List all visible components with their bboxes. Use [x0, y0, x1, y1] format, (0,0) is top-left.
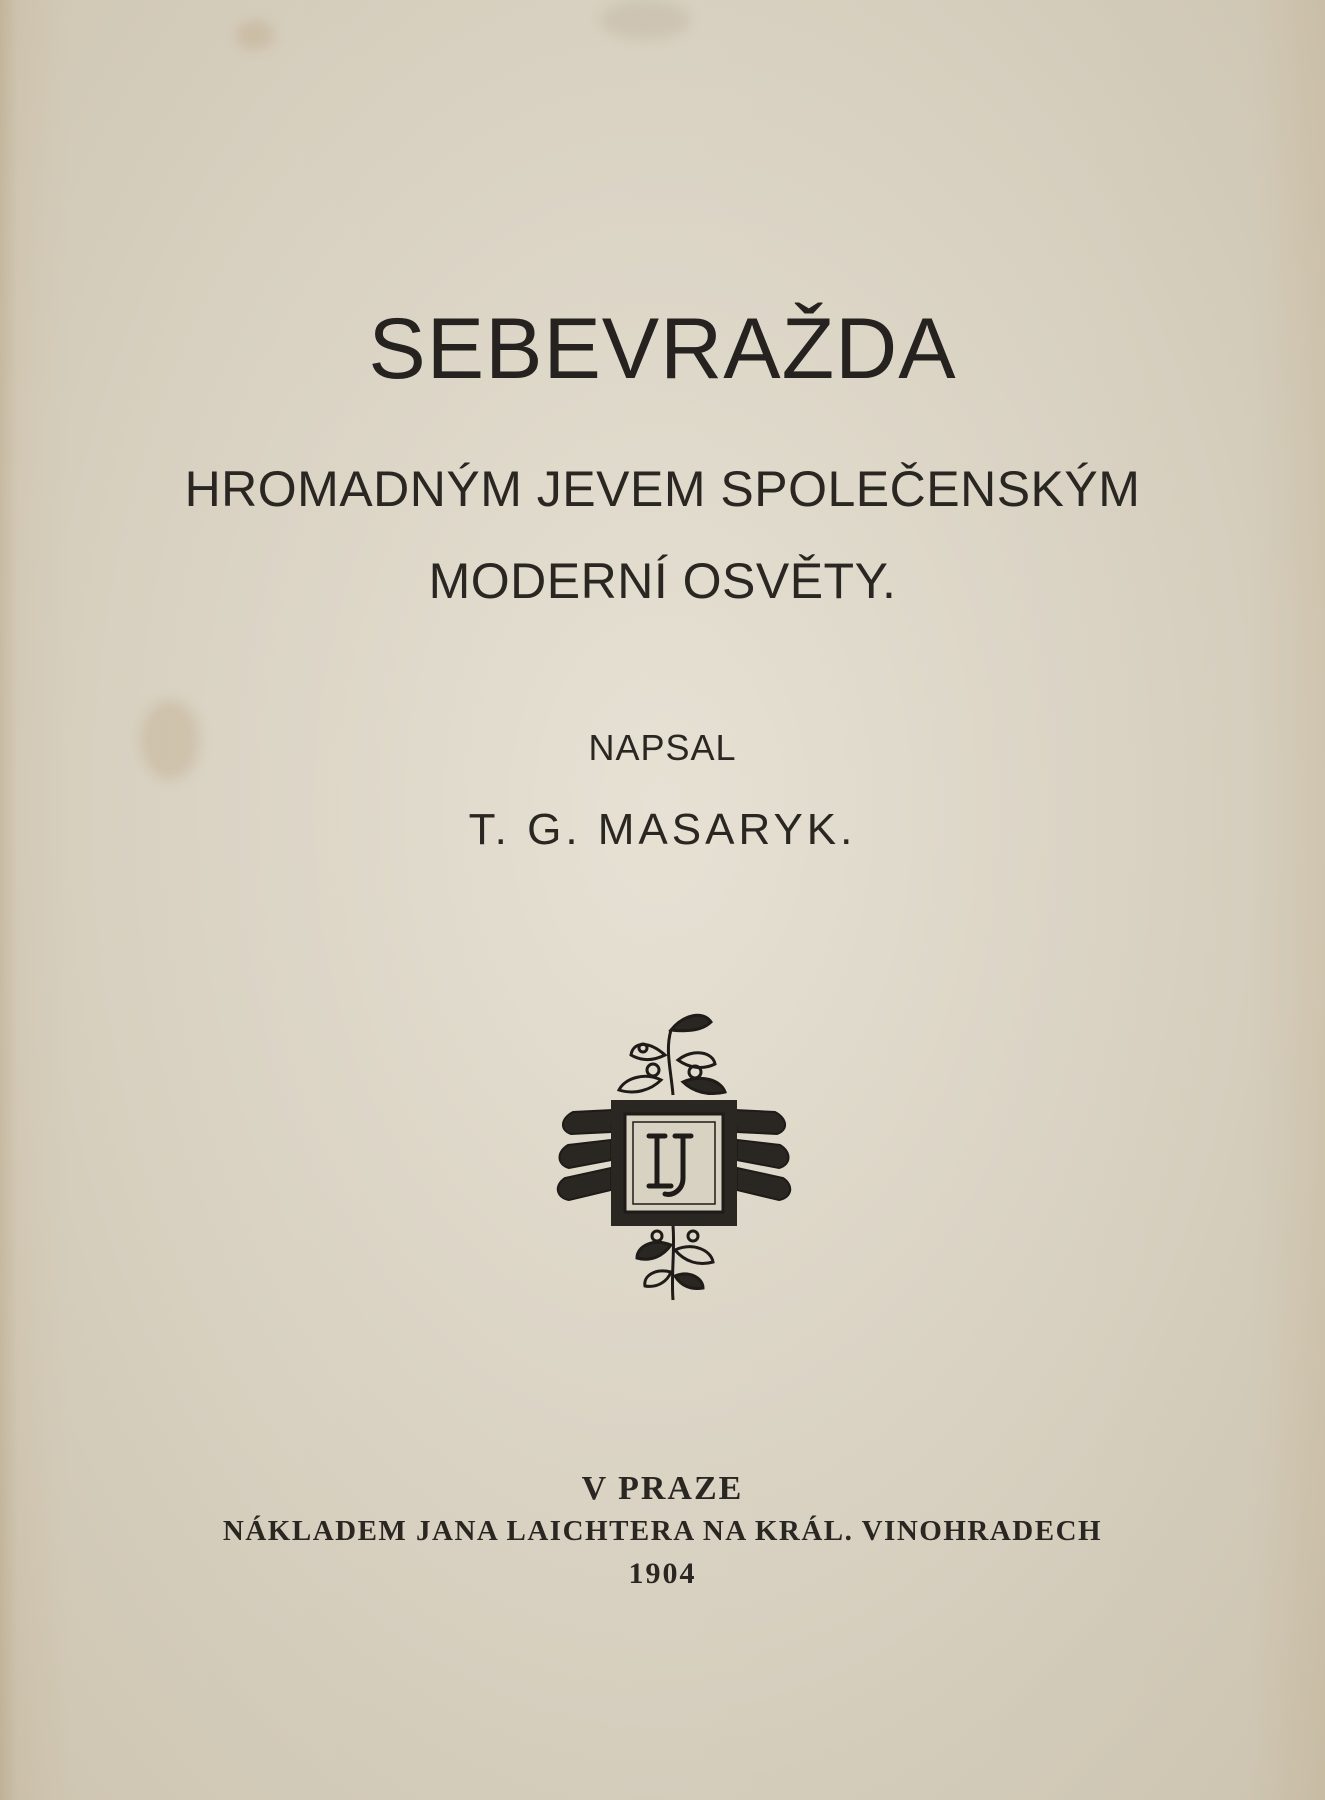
paper-stain [235, 20, 275, 50]
publisher-line: NÁKLADEM JANA LAICHTERA NA KRÁL. VINOHRADECH [222, 1515, 1103, 1547]
byline-label: NAPSAL [588, 727, 737, 768]
book-subtitle-line-1: HROMADNÝM JEVEM SPOLEČENSKÝM [184, 461, 1141, 517]
paper-stain [600, 0, 690, 40]
publisher-emblem-icon [553, 1000, 793, 1310]
book-title: SEBEVRAŽDA [368, 301, 957, 397]
author-name: T. G. MASARYK. [468, 805, 857, 854]
book-subtitle-line-2: MODERNÍ OSVĚTY. [428, 553, 897, 609]
publication-year: 1904 [628, 1557, 697, 1590]
publication-place: V PRAZE [581, 1470, 744, 1507]
